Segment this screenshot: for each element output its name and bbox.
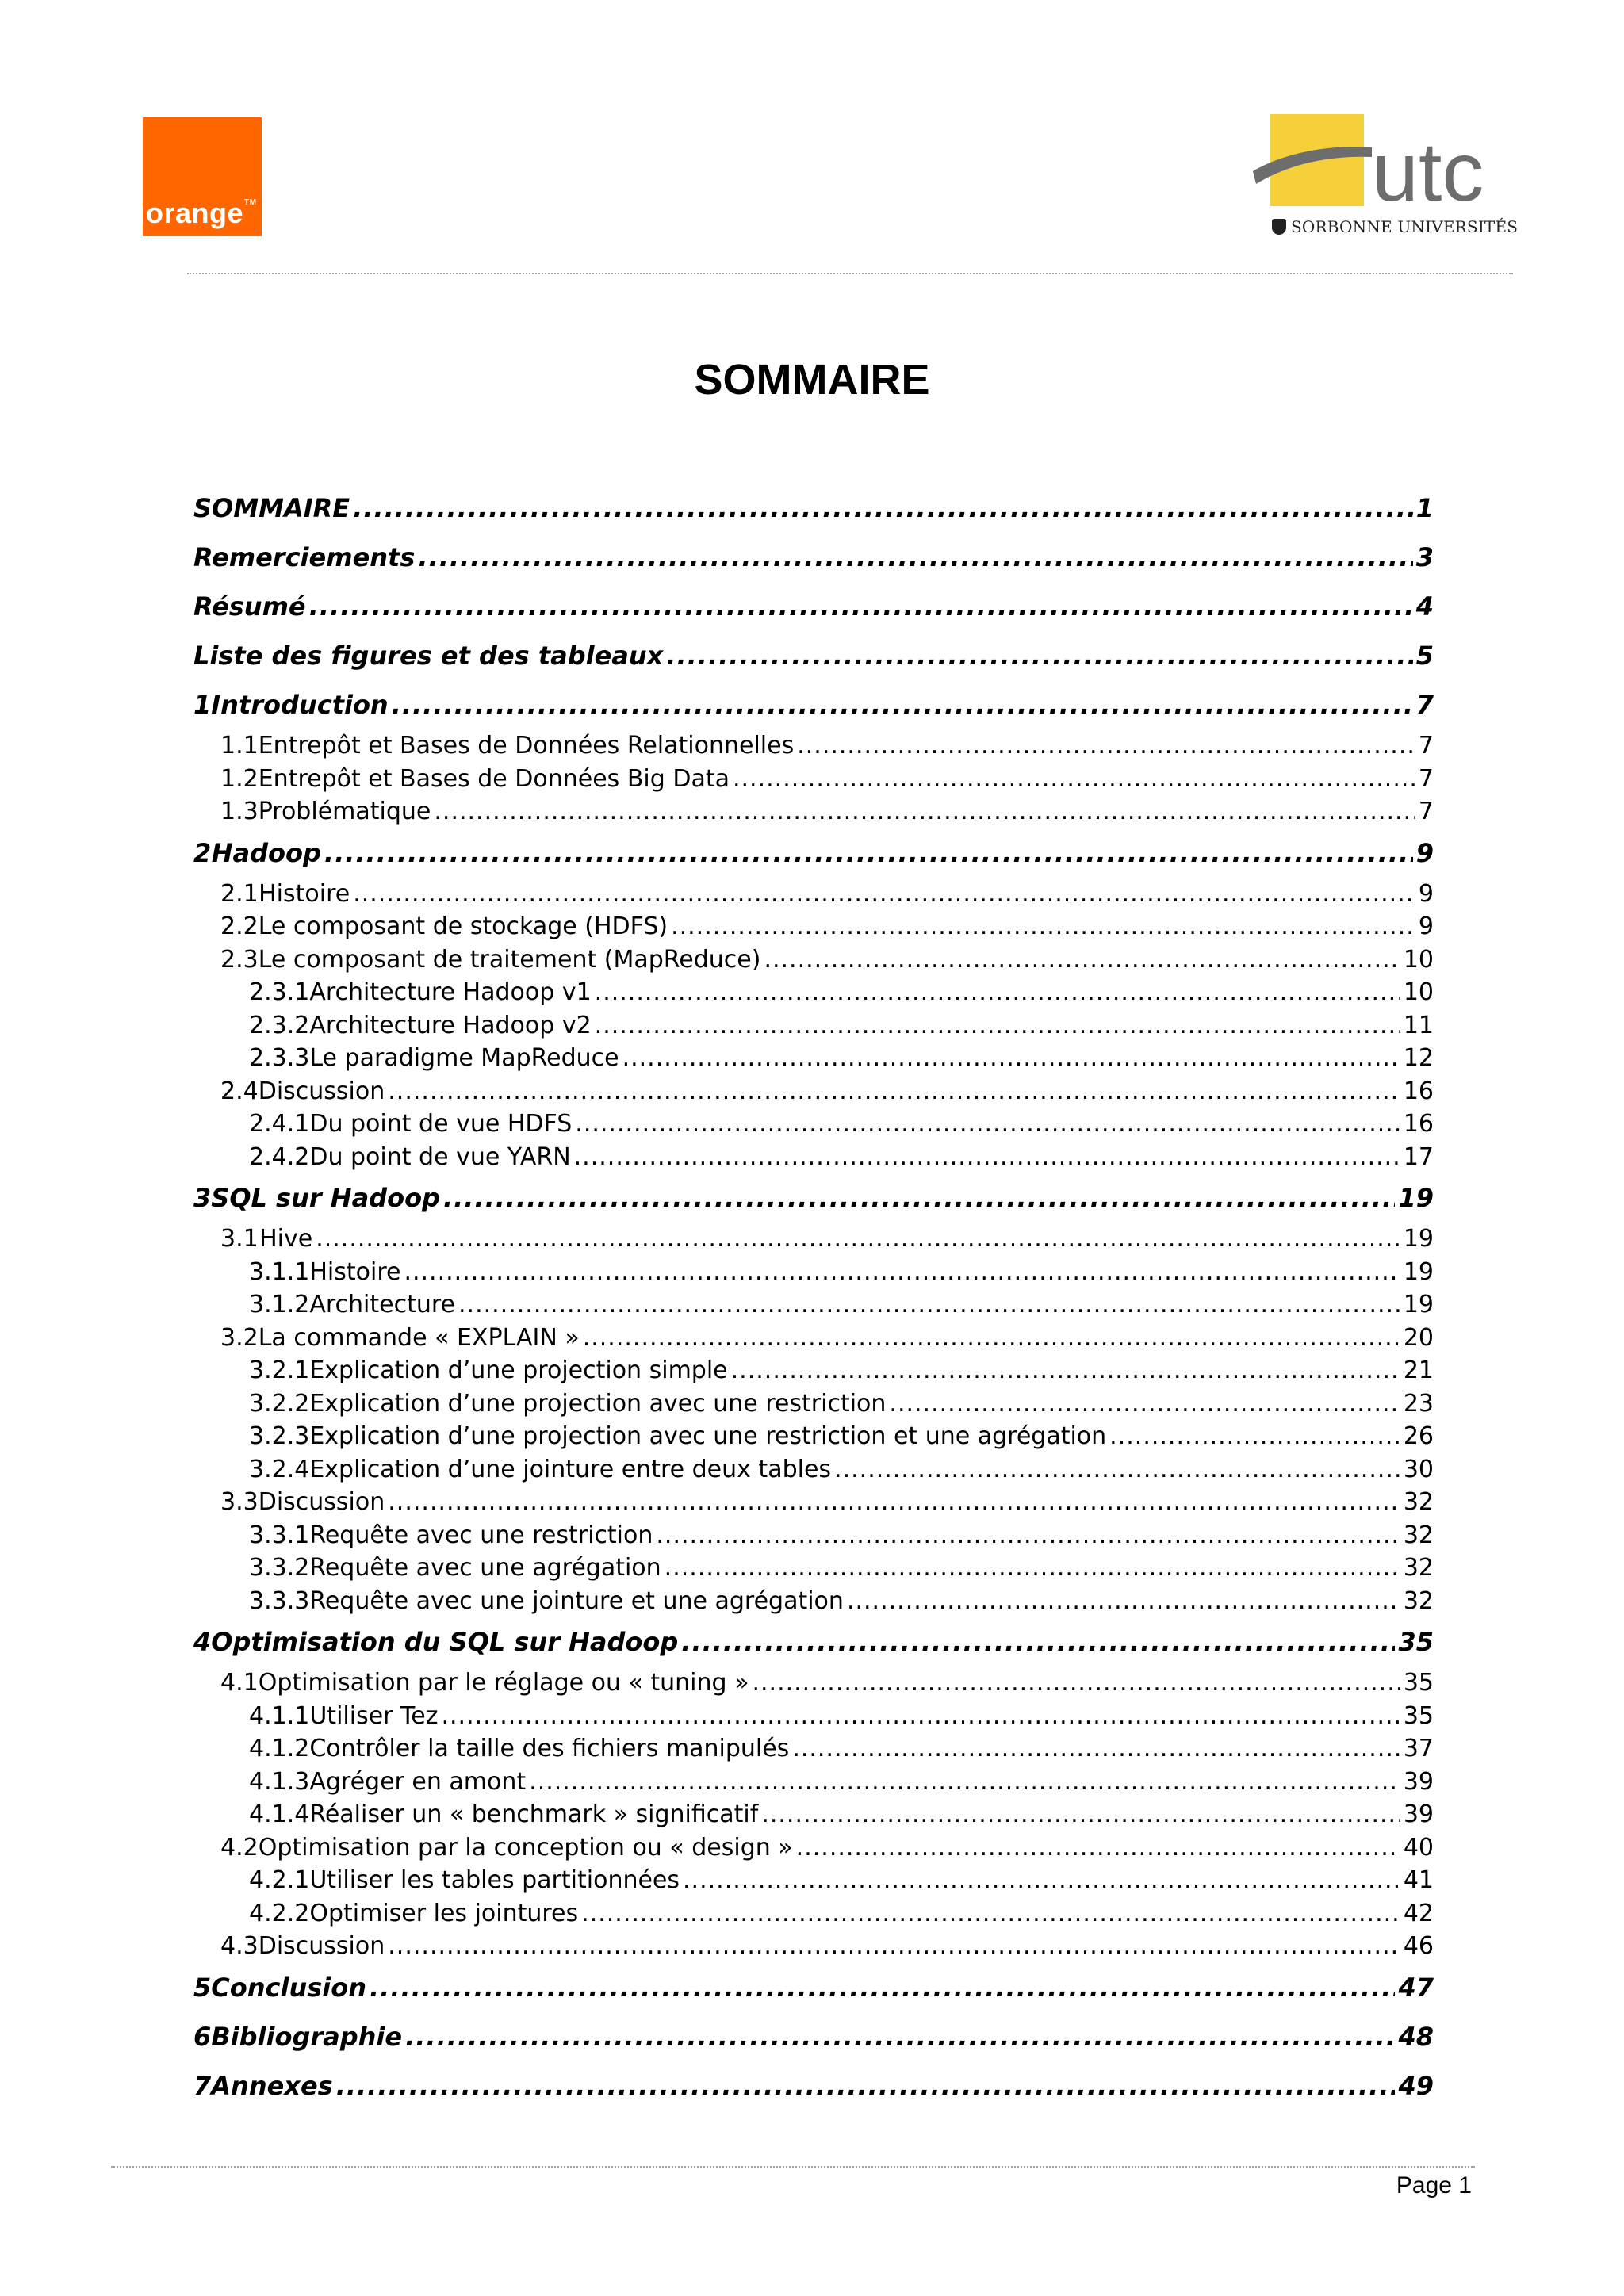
toc-dot-leader: [575, 1108, 1400, 1141]
toc-dot-leader: [388, 1930, 1400, 1963]
toc-entry-label: Entrepôt et Bases de Données Big Data: [258, 764, 730, 793]
toc-entry-label: Introduction: [211, 690, 389, 720]
toc-entry-number: 4.2.2: [249, 1899, 310, 1927]
toc-entry-number: 2.3.2: [249, 1011, 310, 1039]
toc-entry-label: Entrepôt et Bases de Données Relationnelles: [258, 732, 795, 760]
toc-entry-page: 12: [1403, 1044, 1434, 1072]
toc-entry-number: 5: [193, 1972, 212, 2003]
toc-dot-leader: [1109, 1420, 1400, 1453]
toc-entry-label: Architecture: [309, 1291, 456, 1318]
toc-dot-leader: [671, 910, 1415, 943]
toc-entry-page: 20: [1403, 1323, 1434, 1352]
toc-entry-page: 37: [1403, 1735, 1434, 1762]
toc-entry-label: La commande « EXPLAIN »: [258, 1323, 580, 1352]
toc-entry-page: 16: [1403, 1077, 1434, 1105]
toc-entry-page: 32: [1403, 1554, 1434, 1582]
toc-entry[interactable]: [193, 795, 1434, 828]
toc-entry-number: 3.2: [220, 1323, 259, 1352]
toc-dot-leader: [581, 1897, 1400, 1931]
toc-dot-leader: [792, 1732, 1400, 1766]
toc-entry-page: 32: [1403, 1521, 1434, 1549]
toc-entry[interactable]: [193, 582, 1434, 631]
toc-dot-leader: [324, 828, 1413, 878]
toc-entry-label: Conclusion: [211, 1972, 367, 2003]
toc-entry-label: Du point de vue YARN: [309, 1142, 571, 1171]
toc-dot-leader: [405, 2012, 1395, 2061]
toc-entry-label: Requête avec une agrégation: [309, 1554, 661, 1582]
toc-dot-leader: [353, 484, 1413, 533]
toc-entry[interactable]: [193, 910, 1434, 943]
toc-entry-page: 4: [1415, 591, 1434, 622]
toc-entry-page: 39: [1403, 1767, 1434, 1796]
toc-entry-page: 19: [1403, 1257, 1434, 1286]
toc-entry-page: 32: [1403, 1488, 1434, 1516]
toc-entry-label: Explication d’une jointure entre deux tables: [309, 1455, 832, 1483]
toc-entry-page: 46: [1403, 1932, 1434, 1960]
toc-entry-page: 1: [1415, 493, 1434, 523]
toc-dot-leader: [316, 1223, 1400, 1256]
toc-entry-number: 2.4.2: [249, 1142, 310, 1171]
toc-entry-label: Bibliographie: [211, 2021, 403, 2052]
toc-dot-leader: [574, 1141, 1400, 1174]
toc-entry-label: Utiliser les tables partitionnées: [309, 1866, 680, 1894]
toc-entry-label: Optimisation par le réglage ou « tuning »: [258, 1669, 749, 1697]
toc-entry[interactable]: [193, 828, 1434, 878]
toc-entry-number: 2.3.3: [249, 1044, 310, 1072]
toc-entry-label: Contrôler la taille des fichiers manipulés: [309, 1735, 790, 1762]
toc-entry-number: 1: [193, 690, 212, 720]
toc-entry[interactable]: [193, 1453, 1434, 1487]
toc-entry[interactable]: [193, 943, 1434, 977]
toc-entry-page: 39: [1403, 1800, 1434, 1828]
toc-entry-number: 3.1: [220, 1225, 259, 1253]
toc-entry[interactable]: [193, 1009, 1434, 1043]
toc-entry[interactable]: [193, 1864, 1434, 1897]
toc-entry-number: 3.2.4: [249, 1455, 310, 1483]
toc-entry-label: Requête avec une restriction: [309, 1521, 653, 1549]
toc-entry-number: 1.2: [220, 764, 259, 793]
toc-entry[interactable]: [193, 1354, 1434, 1387]
toc-entry-number: 2.2: [220, 913, 259, 940]
toc-entry-label: SQL sur Hadoop: [211, 1183, 440, 1213]
toc-dot-leader: [458, 1288, 1400, 1322]
toc-dot-leader: [353, 878, 1415, 911]
toc-entry-label: Liste des figures et des tableaux: [193, 641, 664, 671]
toc-entry[interactable]: [193, 1798, 1434, 1831]
toc-entry-number: 3.3.2: [249, 1554, 310, 1582]
toc-entry-label: Requête avec une jointure et une agrégation: [309, 1586, 844, 1615]
toc-entry-number: 2.3: [220, 945, 259, 974]
toc-entry-page: 9: [1418, 913, 1434, 940]
toc-entry-label: Problématique: [258, 798, 431, 825]
toc-entry-label: Réaliser un « benchmark » significatif: [309, 1800, 759, 1828]
toc-entry-number: 3.1.2: [249, 1291, 310, 1318]
toc-entry-page: 5: [1415, 641, 1434, 671]
toc-entry[interactable]: [193, 1486, 1434, 1519]
toc-dot-leader: [731, 1354, 1400, 1387]
toc-entry-page: 35: [1403, 1669, 1434, 1697]
toc-dot-leader: [752, 1667, 1400, 1700]
toc-dot-leader: [309, 582, 1413, 631]
toc-entry-number: 2.4.1: [249, 1110, 310, 1138]
toc-entry-page: 42: [1403, 1899, 1434, 1927]
toc-entry-page: 9: [1418, 879, 1434, 908]
toc-dot-leader: [441, 1700, 1400, 1733]
page-title: SOMMAIRE: [694, 356, 930, 404]
toc-entry[interactable]: [193, 1732, 1434, 1766]
toc-entry-page: 7: [1415, 690, 1434, 720]
toc-entry[interactable]: [193, 484, 1434, 533]
toc-entry-page: 16: [1403, 1110, 1434, 1138]
toc-entry[interactable]: [193, 1963, 1434, 2012]
toc-dot-leader: [764, 943, 1400, 977]
toc-entry-label: Le paradigme MapReduce: [309, 1044, 619, 1072]
toc-entry-label: Discussion: [258, 1077, 385, 1105]
toc-dot-leader: [656, 1519, 1400, 1552]
toc-entry-number: 7: [193, 2070, 212, 2101]
toc-entry[interactable]: [193, 1108, 1434, 1141]
toc-entry[interactable]: [193, 1930, 1434, 1963]
utc-logo-graphic: [1253, 111, 1515, 214]
toc-entry-label: Remerciements: [193, 542, 416, 572]
utc-logo: [1253, 111, 1519, 246]
toc-entry-page: 19: [1403, 1291, 1434, 1318]
toc-dot-leader: [797, 729, 1415, 763]
toc-dot-leader: [834, 1453, 1400, 1487]
toc-entry-page: 7: [1418, 732, 1434, 760]
toc-entry-label: Optimisation du SQL sur Hadoop: [211, 1627, 679, 1657]
toc-entry-number: 2: [193, 837, 212, 868]
orange-logo: [143, 117, 262, 236]
toc-dot-leader: [683, 1864, 1400, 1897]
toc-entry[interactable]: [193, 1519, 1434, 1552]
toc-entry-label: Histoire: [309, 1257, 401, 1286]
toc-entry-page: 10: [1403, 978, 1434, 1006]
toc-entry[interactable]: [193, 680, 1434, 729]
utc-logo-subtitle: SORBONNE UNIVERSITÉS: [1272, 217, 1518, 236]
toc-entry-page: 30: [1403, 1455, 1434, 1483]
toc-dot-leader: [443, 1173, 1396, 1223]
toc-dot-leader: [388, 1486, 1400, 1519]
toc-dot-leader: [847, 1585, 1400, 1618]
toc-dot-leader: [434, 795, 1415, 828]
toc-entry-label: Utiliser Tez: [309, 1701, 439, 1730]
toc-entry[interactable]: [193, 1667, 1434, 1700]
toc-entry-page: 19: [1403, 1225, 1434, 1253]
toc-dot-leader: [595, 1009, 1400, 1043]
toc-entry[interactable]: [193, 631, 1434, 680]
toc-entry-label: Résumé: [193, 591, 306, 622]
toc-entry-page: 26: [1403, 1422, 1434, 1450]
toc-entry[interactable]: [193, 1552, 1434, 1585]
toc-entry-page: 19: [1398, 1183, 1434, 1213]
toc-entry-page: 23: [1403, 1389, 1434, 1418]
toc-dot-leader: [404, 1256, 1400, 1289]
toc-entry-label: Discussion: [258, 1932, 385, 1960]
toc-entry[interactable]: [193, 1766, 1434, 1799]
sorbonne-shield-icon: [1272, 219, 1286, 235]
toc-entry-page: 32: [1403, 1586, 1434, 1615]
toc-entry-label: Discussion: [258, 1488, 385, 1516]
toc-entry[interactable]: [193, 1700, 1434, 1733]
toc-entry-page: 35: [1398, 1627, 1434, 1657]
toc-entry[interactable]: [193, 976, 1434, 1009]
toc-entry-page: 21: [1403, 1357, 1434, 1384]
toc-entry[interactable]: [193, 1075, 1434, 1108]
toc-entry-number: 3.2.1: [249, 1357, 310, 1384]
toc-entry-page: 11: [1403, 1011, 1434, 1039]
toc-entry-label: Hive: [259, 1225, 313, 1253]
toc-entry-number: 3: [193, 1183, 212, 1213]
toc-entry-number: 4: [193, 1627, 212, 1657]
toc-entry-number: 4.1.3: [249, 1767, 310, 1796]
toc-entry-number: 4.1.1: [249, 1701, 310, 1730]
toc-dot-leader: [666, 631, 1412, 680]
toc-entry-label: Explication d’une projection avec une restriction et une agrégation: [309, 1422, 1107, 1450]
toc-entry-label: Histoire: [259, 879, 350, 908]
toc-entry-number: 4.1.2: [249, 1735, 310, 1762]
toc-entry-label: SOMMAIRE: [193, 493, 350, 523]
toc-entry[interactable]: [193, 878, 1434, 911]
toc-entry-label: Explication d’une projection avec une restriction: [309, 1389, 887, 1418]
toc-entry-page: 9: [1415, 837, 1434, 868]
toc-dot-leader: [529, 1766, 1400, 1799]
toc-entry[interactable]: [193, 763, 1434, 796]
toc-dot-leader: [336, 2061, 1396, 2110]
toc-entry-label: Le composant de traitement (MapReduce): [258, 945, 761, 974]
toc-entry[interactable]: [193, 2012, 1434, 2061]
header-divider: [187, 273, 1513, 274]
toc-dot-leader: [681, 1617, 1395, 1667]
toc-entry[interactable]: [193, 1617, 1434, 1667]
toc-entry-number: 2.1: [220, 879, 259, 908]
toc-entry[interactable]: [193, 1585, 1434, 1618]
toc-entry-page: 41: [1403, 1866, 1434, 1894]
toc-entry-number: 2.4: [220, 1077, 259, 1105]
toc-dot-leader: [796, 1831, 1400, 1865]
toc-entry-label: Annexes: [211, 2070, 333, 2101]
toc-entry-label: Du point de vue HDFS: [309, 1110, 573, 1138]
toc-entry-page: 17: [1403, 1142, 1434, 1171]
toc-entry-label: Architecture Hadoop v1: [309, 978, 592, 1006]
toc-entry-page: 49: [1398, 2070, 1434, 2101]
toc-entry-label: Hadoop: [211, 837, 321, 868]
toc-entry[interactable]: [193, 1173, 1434, 1223]
toc-entry-page: 10: [1403, 945, 1434, 974]
toc-entry-page: 48: [1398, 2021, 1434, 2052]
toc-entry-page: 35: [1403, 1701, 1434, 1730]
toc-entry[interactable]: [193, 1420, 1434, 1453]
toc-entry[interactable]: [193, 1831, 1434, 1865]
toc-dot-leader: [622, 1042, 1400, 1075]
toc-entry[interactable]: [193, 1387, 1434, 1421]
toc-entry[interactable]: [193, 1288, 1434, 1322]
toc-dot-leader: [583, 1322, 1400, 1355]
footer-divider: [111, 2166, 1475, 2168]
toc-dot-leader: [761, 1798, 1400, 1831]
toc-entry-number: 4.2: [220, 1833, 259, 1862]
toc-entry[interactable]: [193, 1141, 1434, 1174]
toc-entry-label: Architecture Hadoop v2: [309, 1011, 592, 1039]
table-of-contents: [193, 484, 1434, 2110]
toc-dot-leader: [388, 1075, 1400, 1108]
toc-entry-number: 1.3: [220, 798, 259, 825]
toc-entry-label: Le composant de stockage (HDFS): [258, 913, 668, 940]
toc-entry-number: 3.3.1: [249, 1521, 310, 1549]
utc-logo-text: utc: [1372, 125, 1484, 214]
toc-entry-number: 4.2.1: [249, 1866, 310, 1894]
toc-entry-number: 3.3.3: [249, 1586, 310, 1615]
toc-entry-number: 4.3: [220, 1932, 259, 1960]
toc-entry-number: 4.1: [220, 1669, 259, 1697]
toc-entry-number: 3.1.1: [249, 1257, 310, 1286]
toc-entry-number: 2.3.1: [249, 978, 310, 1006]
toc-entry-number: 3.2.2: [249, 1389, 310, 1418]
toc-dot-leader: [595, 976, 1400, 1009]
page-number: Page 1: [1396, 2172, 1472, 2198]
toc-entry-page: 47: [1398, 1972, 1434, 2003]
toc-dot-leader: [889, 1387, 1400, 1421]
toc-entry[interactable]: [193, 1897, 1434, 1931]
toc-dot-leader: [370, 1963, 1395, 2012]
orange-logo-wordmark: orange™: [146, 197, 257, 229]
toc-entry-label: Agréger en amont: [309, 1767, 527, 1796]
toc-entry[interactable]: [193, 1042, 1434, 1075]
toc-entry-page: 3: [1415, 542, 1434, 572]
toc-entry-number: 3.2.3: [249, 1422, 310, 1450]
toc-entry-label: Optimisation par la conception ou « design »: [258, 1833, 793, 1862]
toc-entry-number: 6: [193, 2021, 212, 2052]
toc-entry[interactable]: [193, 1256, 1434, 1289]
toc-entry-label: Optimiser les jointures: [309, 1899, 579, 1927]
toc-entry-number: 3.3: [220, 1488, 259, 1516]
toc-entry-number: 4.1.4: [249, 1800, 310, 1828]
toc-entry-label: Explication d’une projection simple: [309, 1357, 728, 1384]
toc-entry-page: 7: [1418, 764, 1434, 793]
toc-entry[interactable]: [193, 533, 1434, 582]
toc-dot-leader: [665, 1552, 1400, 1585]
toc-dot-leader: [392, 680, 1413, 729]
toc-entry-page: 7: [1418, 798, 1434, 825]
toc-entry-page: 40: [1403, 1833, 1434, 1862]
toc-entry[interactable]: [193, 729, 1434, 763]
toc-entry[interactable]: [193, 2061, 1434, 2110]
toc-dot-leader: [418, 533, 1412, 582]
toc-dot-leader: [733, 763, 1415, 796]
toc-entry[interactable]: [193, 1322, 1434, 1355]
toc-entry[interactable]: [193, 1223, 1434, 1256]
toc-entry-number: 1.1: [220, 732, 259, 760]
